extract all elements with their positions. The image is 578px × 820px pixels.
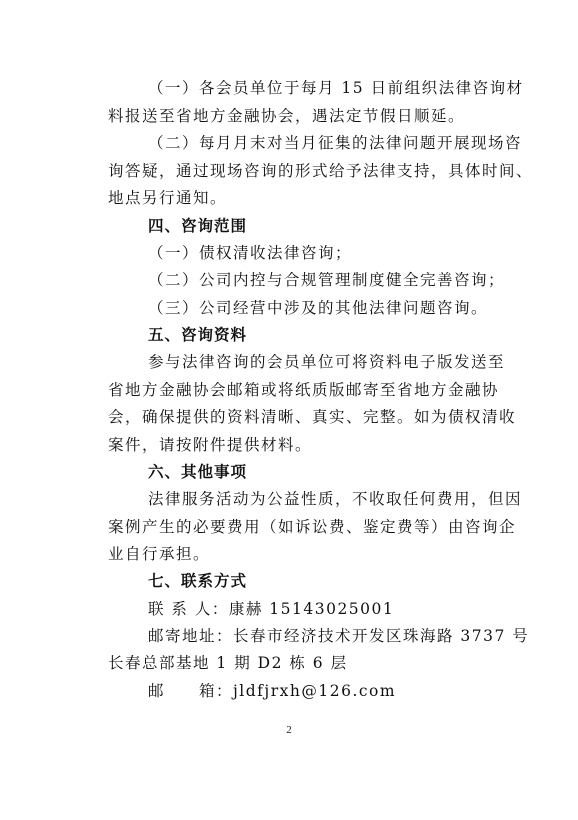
- paragraph-line: 地点另行通知。: [108, 189, 228, 207]
- paragraph-line: 案件，请按附件提供材料。: [108, 436, 313, 454]
- list-item: （三）公司经营中涉及的其他法律问题咨询。: [148, 299, 489, 317]
- list-item: （一）债权清收法律咨询；: [148, 244, 353, 262]
- section-heading: 七、联系方式: [148, 572, 248, 590]
- list-item: （二）公司内控与合规管理制度健全完善咨询；: [148, 271, 506, 289]
- paragraph-line: （二）每月月末对当月征集的法律问题开展现场咨: [148, 134, 523, 152]
- section-heading: 五、咨询资料: [148, 326, 248, 344]
- paragraph-line: 业自行承担。: [108, 545, 211, 563]
- paragraph-line: 省地方金融协会邮箱或将纸质版邮寄至省地方金融协: [108, 381, 500, 399]
- page-number: 2: [286, 724, 292, 736]
- paragraph-line: 法律服务活动为公益性质，不收取任何费用，但因: [148, 490, 523, 508]
- paragraph-line: 会，确保提供的资料清晰、真实、完整。如为债权清收: [108, 408, 517, 426]
- mailing-address-cont: 长春总部基地 1 期 D2 栋 6 层: [108, 654, 348, 672]
- paragraph-line: （一）各会员单位于每月 15 日前组织法律咨询材: [148, 79, 524, 97]
- section-heading: 六、其他事项: [148, 463, 248, 481]
- paragraph-line: 询答疑，通过现场咨询的形式给予法律支持，具体时间、: [108, 162, 534, 180]
- email-address: 邮 箱：jldfjrxh@126.com: [148, 682, 397, 700]
- paragraph-line: 料报送至省地方金融协会，遇法定节假日顺延。: [108, 107, 466, 125]
- paragraph-line: 参与法律咨询的会员单位可将资料电子版发送至: [148, 353, 506, 371]
- contact-person: 联 系 人：康赫 15143025001: [148, 600, 395, 618]
- mailing-address: 邮寄地址：长春市经济技术开发区珠海路 3737 号: [148, 627, 530, 645]
- section-heading: 四、咨询范围: [148, 217, 248, 235]
- paragraph-line: 案例产生的必要费用（如诉讼费、鉴定费等）由咨询企: [108, 518, 517, 536]
